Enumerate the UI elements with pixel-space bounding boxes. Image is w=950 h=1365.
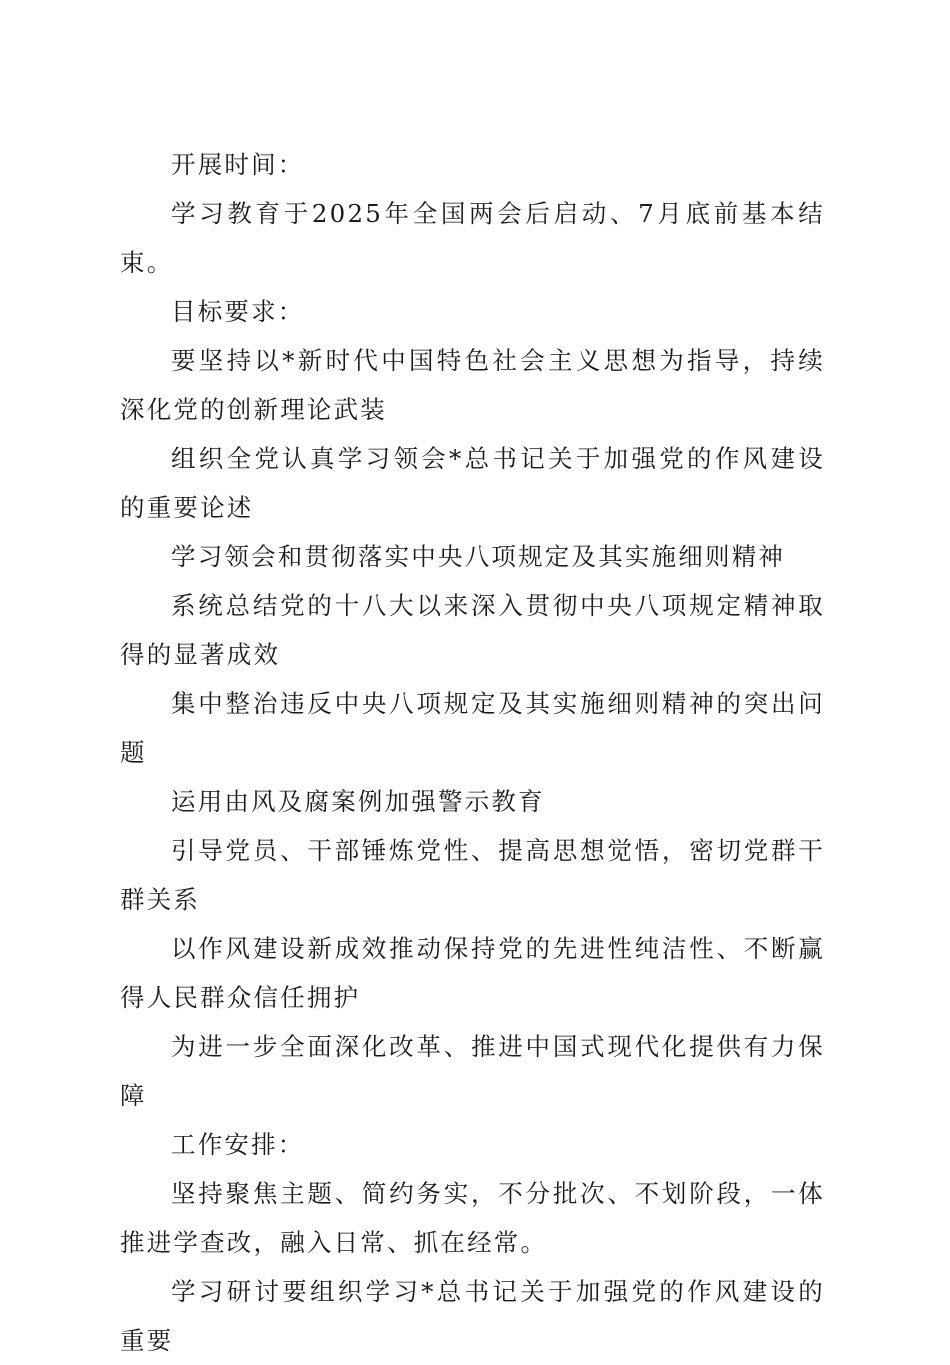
paragraph-goal-1: 要坚持以*新时代中国特色社会主义思想为指导，持续深化党的创新理论武装 (120, 346, 825, 424)
paragraph-goal-6: 运用由风及腐案例加强警示教育 (171, 787, 545, 816)
heading-work-arrangement: 工作安排： (171, 1130, 305, 1159)
paragraph-goal-3: 学习领会和贯彻落实中央八项规定及其实施细则精神 (171, 542, 786, 571)
paragraph-schedule-text: 学习教育于2025年全国两会后启动、7月底前基本结束。 (120, 199, 825, 277)
paragraph-goal-4: 系统总结党的十八大以来深入贯彻中央八项规定精神取得的显著成效 (120, 591, 825, 669)
heading-schedule: 开展时间： (171, 150, 305, 179)
paragraph-goal-8: 以作风建设新成效推动保持党的先进性纯洁性、不断赢得人民群众信任拥护 (120, 934, 825, 1012)
heading-goals: 目标要求： (171, 297, 305, 326)
paragraph-goal-5: 集中整治违反中央八项规定及其实施细则精神的突出问题 (120, 689, 825, 767)
paragraph-goal-7: 引导党员、干部锤炼党性、提高思想觉悟，密切党群干群关系 (120, 836, 825, 914)
paragraph-arrangement-2: 学习研讨要组织学习*总书记关于加强党的作风建设的重要 (120, 1277, 825, 1355)
paragraph-goal-9: 为进一步全面深化改革、推进中国式现代化提供有力保障 (120, 1032, 825, 1110)
paragraph-arrangement-1: 坚持聚焦主题、简约务实，不分批次、不划阶段，一体推进学查改，融入日常、抓在经常。 (120, 1179, 825, 1257)
paragraph-goal-2: 组织全党认真学习领会*总书记关于加强党的作风建设的重要论述 (120, 444, 825, 522)
document-body (120, 140, 825, 1365)
